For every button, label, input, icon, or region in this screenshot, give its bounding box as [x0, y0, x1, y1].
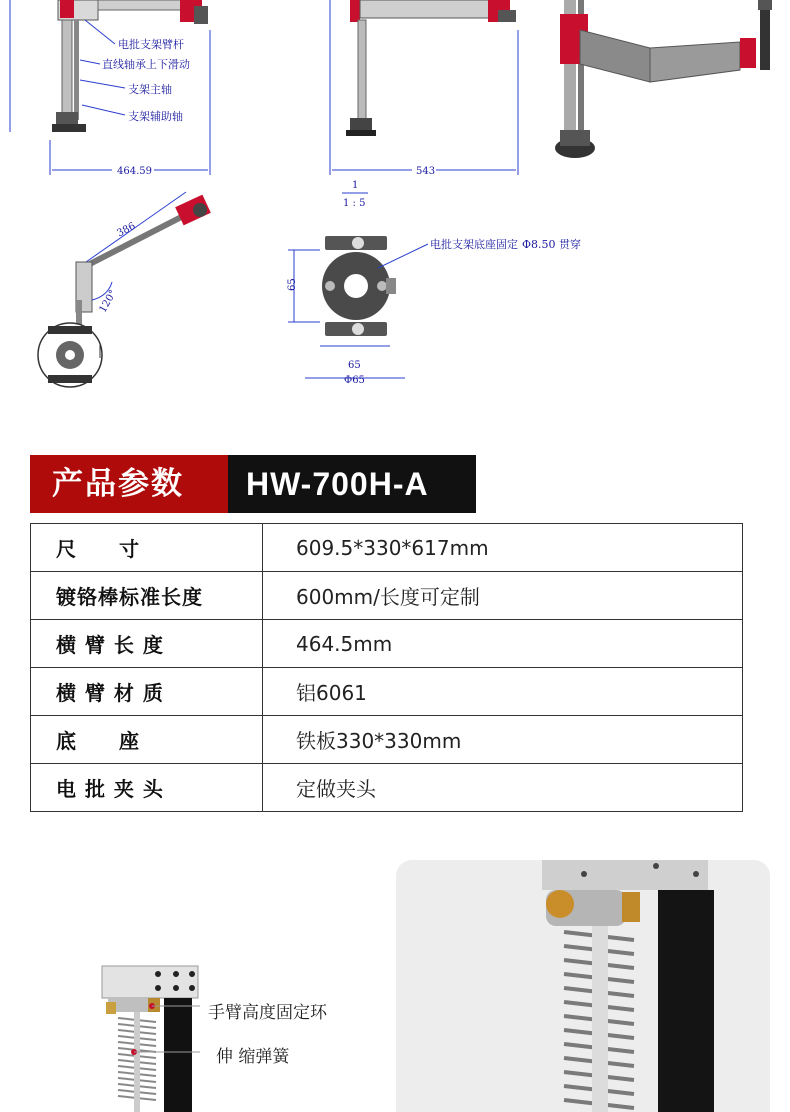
callout-linear-bearing: 直线轴承上下滑动	[102, 58, 190, 71]
spec-value: 定做夹头	[263, 764, 743, 812]
hole-note: Φ8.50 贯穿	[522, 238, 582, 251]
spec-key: 横 臂 长 度	[31, 620, 263, 668]
table-row	[31, 668, 743, 716]
scale-top: 1	[352, 180, 359, 191]
scale-bottom: 1 : 5	[343, 198, 366, 209]
table-row	[31, 620, 743, 668]
callout-main-shaft: 支架主轴	[128, 83, 172, 96]
front-view-middle	[330, 0, 518, 177]
technical-drawing	[0, 0, 790, 420]
spec-table	[30, 523, 743, 812]
callout-aux-shaft: 支架辅助轴	[128, 110, 183, 123]
spec-value: 464.5mm	[263, 620, 743, 668]
table-row	[31, 716, 743, 764]
table-row	[31, 572, 743, 620]
spec-value: 609.5*330*617mm	[263, 524, 743, 572]
label-spring: 伸 缩弹簧	[216, 1047, 290, 1067]
dim-width-65: 65	[348, 360, 361, 371]
dim-arm-length: 386	[115, 220, 138, 240]
table-row	[31, 764, 743, 812]
spec-value: 600mm/长度可定制	[263, 572, 743, 620]
spec-value: 铝6061	[263, 668, 743, 716]
params-title: 产品参数	[52, 466, 184, 502]
spec-key: 电 批 夹 头	[31, 764, 263, 812]
dim-height-65: 65	[287, 278, 298, 291]
spec-key: 底 座	[31, 716, 263, 764]
spec-key: 尺 寸	[31, 524, 263, 572]
scale-note	[342, 180, 368, 209]
base-fix-note: 电批支架底座固定	[430, 238, 518, 251]
top-view-arm	[38, 192, 211, 387]
model-block	[228, 455, 476, 513]
render-3d	[555, 0, 772, 158]
params-header	[30, 455, 476, 513]
spring-detail-illustration	[90, 960, 220, 1112]
front-view-left	[10, 0, 210, 177]
dim-width-1: 464.59	[117, 166, 152, 177]
params-title-block	[30, 455, 228, 513]
product-detail-photo	[396, 860, 770, 1112]
callout-arm-rod: 电批支架臂杆	[118, 38, 184, 51]
spec-value: 铁板330*330mm	[263, 716, 743, 764]
dim-width-2: 543	[416, 166, 436, 177]
label-height-ring: 手臂高度固定环	[208, 1003, 327, 1023]
table-row	[31, 524, 743, 572]
dim-angle: 120°	[97, 288, 120, 315]
model-number: HW-700H-A	[246, 466, 429, 502]
spec-key: 横 臂 材 质	[31, 668, 263, 716]
spec-key: 镀铬棒标准长度	[31, 572, 263, 620]
base-plan-view	[287, 236, 581, 386]
photo-illustration	[396, 860, 770, 1112]
dim-diameter-65: Φ65	[344, 375, 365, 386]
